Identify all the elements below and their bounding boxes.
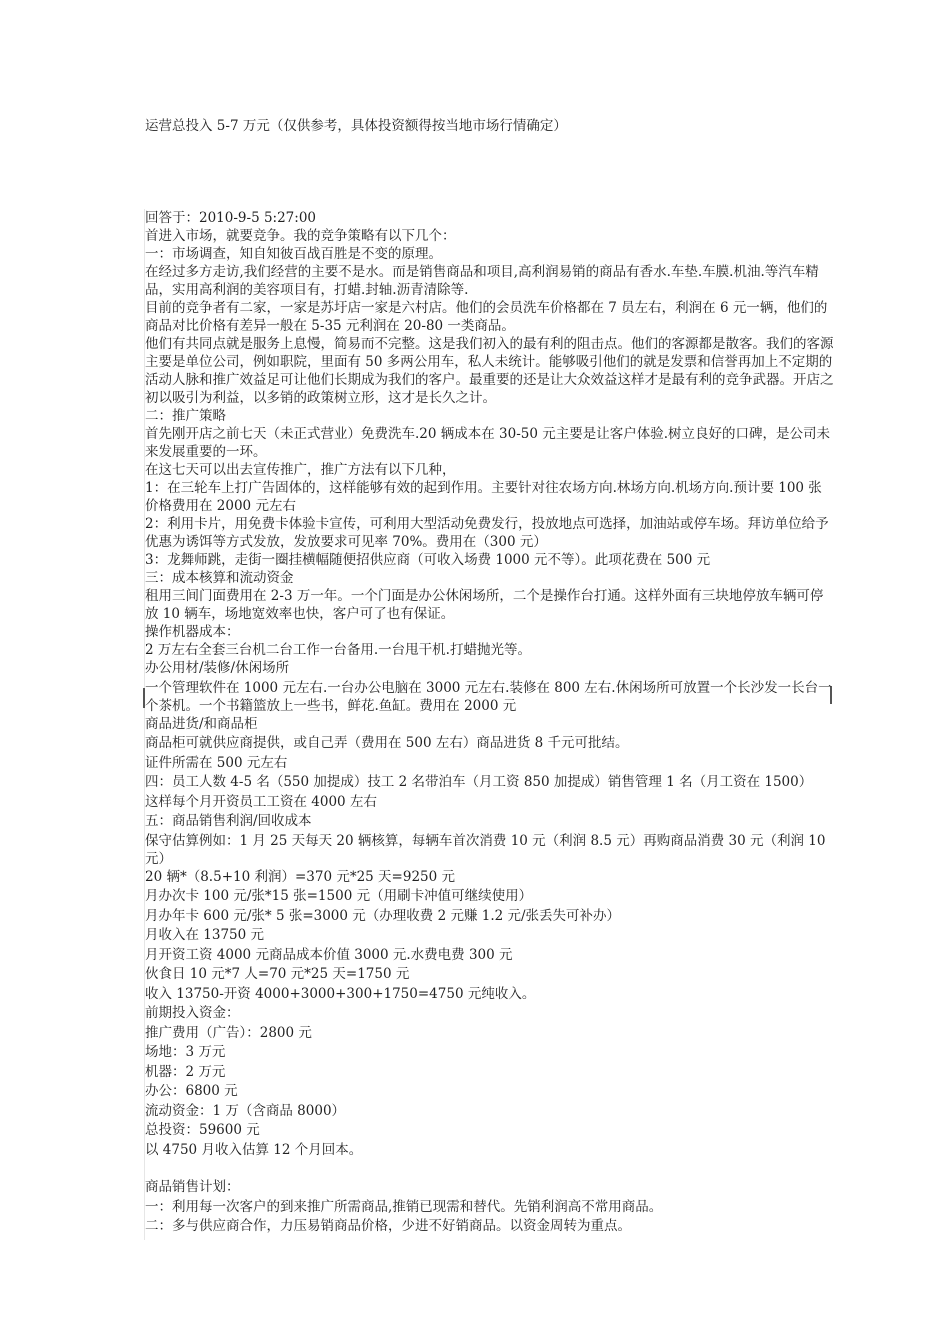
text-line: 商品销售计划： xyxy=(145,1179,240,1195)
text-line: 20 辆*（8.5+10 利润）=370 元*25 天=9250 元 xyxy=(145,868,456,885)
text-line: 二：多与供应商合作，力压易销商品价格，少进不好销商品。以资金周转为重点。 xyxy=(145,1218,631,1234)
text-line: 2：利用卡片，用免费卡体验卡宣传，可利用大型活动免费发行，投放地点可选择，加油站或停车场。拜访单位给予优惠为诱饵等方式发放，发放要求可见率 70%。费用在（300 元） xyxy=(145,516,829,550)
text-line: 首先刚开店之前七天（未正式营业）免费洗车.20 辆成本在 30-50 元主要是让客户体验.树立良好的口碑，是公司未来发展重要的一环。 xyxy=(145,426,831,460)
text-line: 在经过多方走访,我们经营的主要不是水。而是销售商品和项目,高利润易销的商品有香水.车垫.车膜.机油.等汽车精品，实用高利润的美容项目有，打蜡.封轴.沥青清除等. xyxy=(145,264,819,298)
text-line: 一：市场调查，知自知彼百战百胜是不变的原理。 xyxy=(145,246,442,262)
text-line: 三：成本核算和流动资金 xyxy=(145,570,294,586)
text-line: 月开资工资 4000 元商品成本价值 3000 元.水费电费 300 元 xyxy=(145,946,513,963)
text-line: 回答于：2010-9-5 5:27:00 xyxy=(145,210,316,226)
text-line: 伙食日 10 元*7 人=70 元*25 天=1750 元 xyxy=(145,966,410,982)
text-line: 1：在三轮车上打广告固体的，这样能够有效的起到作用。主要针对往农场方向.林场方向.机场方向.预计要 100 张价格费用在 2000 元左右 xyxy=(145,480,822,514)
text-line: 目前的竞争者有二家，一家是苏圩店一家是六村店。他们的会员洗车价格都在 7 员左右，利润在 6 元一辆，他们的商品对比价格有差异一般在 5-35 元利润在 20-80 一类商品。 xyxy=(145,300,828,334)
text-line: 场地：3 万元 xyxy=(145,1044,226,1060)
text-line: 流动资金：1 万（含商品 8000） xyxy=(145,1102,346,1119)
text-line: 四：员工人数 4-5 名（550 加提成）技工 2 名带泊车（月工资 850 加提成）销售管理 1 名（月工资在 1500） xyxy=(145,774,813,790)
text-line: 首进入市场，就要竞争。我的竞争策略有以下几个： xyxy=(145,228,456,244)
text-line: 操作机器成本： xyxy=(145,624,240,640)
text-line: 保守估算例如：1 月 25 天每天 20 辆核算，每辆车首次消费 10 元（利润 8.5 元）再购商品消费 30 元（利润 10 元） xyxy=(145,832,826,867)
text-line: 办公：6800 元 xyxy=(145,1083,238,1099)
text-line: 二：推广策略 xyxy=(145,408,226,424)
text-line: 月办年卡 600 元/张* 5 张=3000 元（办理收费 2 元赚 1.2 元/张丢失可补办） xyxy=(145,907,621,924)
answer-body xyxy=(145,209,835,1237)
text-line: 总投资：59600 元 xyxy=(145,1122,260,1138)
text-line: 月办次卡 100 元/张*15 张=1500 元（用刷卡冲值可继续使用） xyxy=(145,888,533,904)
text-line: 租用三间门面费用在 2-3 万一年。一个门面是办公休闲场所，二个是操作台打通。这样外面有三块地停放车辆可停放 10 辆车，场地宽效率也快，客户可了也有保证。 xyxy=(145,588,824,622)
text-line: 办公用材/装修/休闲场所 xyxy=(145,660,290,676)
text-line: 证件所需在 500 元左右 xyxy=(145,754,288,771)
text-line: 3：龙舞师跳，走街一圈挂横幅随便招供应商（可收入场费 1000 元不等）。此项花费在 500 元 xyxy=(145,552,711,568)
text-line: 收入 13750-开资 4000+3000+300+1750=4750 元纯收入。 xyxy=(145,985,536,1002)
text-line: 这样每个月开资员工工资在 4000 左右 xyxy=(145,793,377,810)
text-line: 他们有共同点就是服务上息慢，简易而不完整。这是我们初入的最有利的阻击点。他们的客源都是散客。我们的客源主要是单位公司，例如职院，里面有 50 多两公用车，私人未统计。能够吸引他们的就是发票和信誉再加上不定期的活动人脉和推广效益足可让他们长期成为我们的客户。最重要的还是让大众效益这样才是最有利的竞争武器。开店之初以吸引为利益，以多销的政策树立形，这才是长久之计。 xyxy=(145,336,834,406)
text-line: 一：利用每一次客户的到来推广所需商品,推销已现需和替代。先销利润高不常用商品。 xyxy=(145,1198,663,1215)
text-line: 在这七天可以出去宣传推广，推广方法有以下几种， xyxy=(145,462,456,478)
text-line: 五：商品销售利润/回收成本 xyxy=(145,813,312,829)
text-line: 机器：2 万元 xyxy=(145,1063,226,1080)
text-line: 推广费用（广告）：2800 元 xyxy=(145,1024,312,1041)
investment-summary: 运营总投入 5-7 万元（仅供参考，具体投资额得按当地市场行情确定） xyxy=(145,118,567,134)
blank-line xyxy=(145,1160,835,1178)
text-line: 商品柜可就供应商提供，或自己弄（费用在 500 左右）商品进货 8 千元可批结。 xyxy=(145,735,629,751)
text-line: 月收入在 13750 元 xyxy=(145,927,265,943)
text-line: 以 4750 月收入估算 12 个月回本。 xyxy=(145,1141,363,1158)
text-line: 商品进货/和商品柜 xyxy=(145,715,258,732)
text-line: 前期投入资金： xyxy=(145,1005,240,1021)
text-line: 2 万左右全套三台机二台工作一台备用.一台甩干机.打蜡抛光等。 xyxy=(145,642,531,658)
text-line: 一个管理软件在 1000 元左右.一台办公电脑在 3000 元左右.装修在 800 左右.休闲场所可放置一个长沙发一长台一个茶机。一个书籍篮放上一些书，鲜花.鱼缸。费用在 2000 元 xyxy=(145,679,832,714)
